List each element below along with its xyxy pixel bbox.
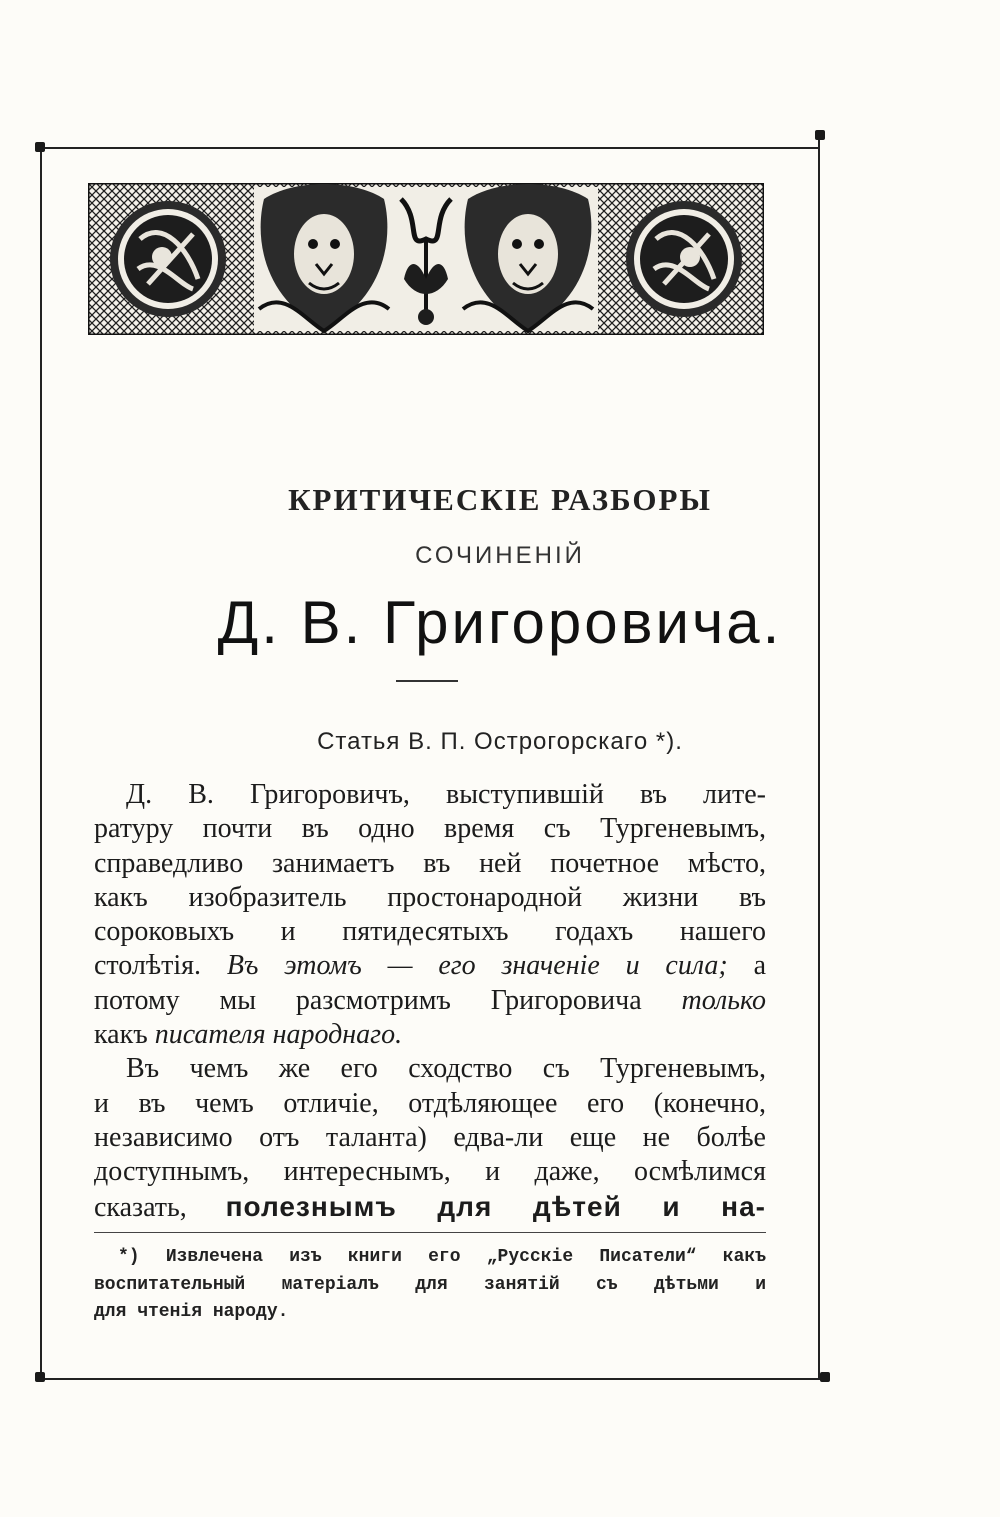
- emphasis-text: только: [681, 984, 767, 1016]
- medallion-right: [626, 201, 742, 317]
- frame-bottom-border: [40, 1378, 822, 1380]
- frame-corner-ornament: [815, 130, 825, 140]
- text-segment: какъ: [94, 1019, 148, 1051]
- article-byline: Статья В. П. Острогорскаго *).: [317, 728, 683, 755]
- emphasis-text: Въ этомъ — его значеніе и сила;: [226, 950, 728, 982]
- text-line: какъ изобразитель простонародной жизни въ: [94, 881, 766, 913]
- text-segment: потому мы разсмотримъ Григоровича: [94, 984, 642, 1016]
- text-segment: столѣтія.: [94, 950, 201, 982]
- title-divider: [396, 680, 458, 682]
- mask-right: [458, 184, 598, 331]
- text-segment: сказать,: [94, 1191, 187, 1223]
- text-line: сороковыхъ и пятидесятыхъ годахъ нашего: [94, 916, 766, 948]
- body-text: [94, 778, 766, 1225]
- text-line: и въ чемъ отличіе, отдѣляющее его (конечно,: [94, 1087, 766, 1119]
- text-line: Въ чемъ же его сходство съ Тургеневымъ,: [126, 1053, 766, 1085]
- bold-text: полезнымъ для дѣтей и на-: [225, 1190, 766, 1222]
- frame-right-border: [818, 140, 820, 1380]
- text-line: Д. В. Григоровичъ, выступившій въ лите-: [126, 779, 766, 810]
- text-line: [94, 1190, 766, 1225]
- frame-left-border: [40, 147, 42, 1379]
- subheading: СОЧИНЕНІЙ: [415, 542, 585, 569]
- text-line: [94, 1018, 766, 1052]
- footnote-line: *) Извлечена изъ книги его „Русскіе Писатели“ какъ: [118, 1247, 766, 1267]
- text-line: справедливо занимаетъ въ ней почетное мѣсто,: [94, 847, 766, 879]
- mask-left: [254, 184, 394, 331]
- text-line: ратуру почти въ одно время съ Тургеневымъ,: [94, 813, 766, 845]
- text-line: [94, 949, 766, 983]
- footnote-divider: [94, 1232, 766, 1233]
- footnote-line: воспитательный матеріалъ для занятій съ дѣтьми и: [94, 1274, 766, 1295]
- palmette-center: [394, 187, 458, 331]
- text-line: [94, 984, 766, 1018]
- heading: КРИТИЧЕСКІЕ РАЗБОРЫ: [288, 482, 712, 517]
- frame-top-border: [40, 147, 820, 149]
- frame-corner-ornament: [35, 1372, 45, 1382]
- decorative-headpiece: [88, 183, 764, 335]
- frame-corner-ornament: [35, 142, 45, 152]
- frame-corner-ornament: [820, 1372, 830, 1382]
- medallion-left: [110, 201, 226, 317]
- author-name: Д. В. Григоровича.: [217, 589, 783, 656]
- text-segment: а: [753, 950, 766, 982]
- emphasis-text: писателя народнаго.: [154, 1019, 403, 1051]
- text-line: независимо отъ таланта) едва-ли еще не болѣе: [94, 1121, 766, 1153]
- text-line: доступнымъ, интереснымъ, и даже, осмѣлимся: [94, 1156, 766, 1188]
- footnote: [94, 1244, 766, 1327]
- footnote-line: для чтенія народу.: [94, 1302, 289, 1322]
